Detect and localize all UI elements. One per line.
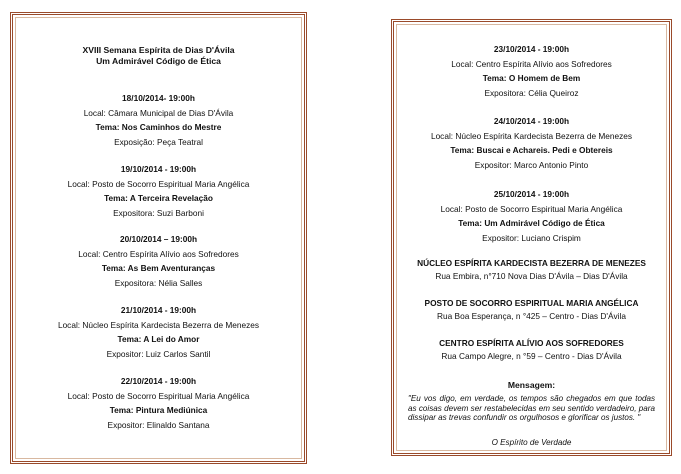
event-date: 25/10/2014 - 19:00h bbox=[493, 189, 570, 199]
event-tema: Tema: Um Admirável Código de Ética bbox=[458, 218, 605, 228]
event-tema: Tema: A Lei do Amor bbox=[117, 334, 200, 344]
event-tema: Tema: Nos Caminhos do Mestre bbox=[95, 122, 222, 132]
event-speaker: Expositora: Célia Queiroz bbox=[484, 87, 579, 98]
event-tema: Tema: A Terceira Revelação bbox=[104, 193, 213, 203]
event-date: 19/10/2014 - 19:00h bbox=[120, 164, 197, 174]
event-date: 21/10/2014 - 19:00h bbox=[120, 305, 197, 315]
event-local: Local: Posto de Socorro Espiritual Maria Angélica bbox=[67, 390, 250, 401]
event-tema: Tema: Buscai e Achareis. Pedi e Obtereis bbox=[450, 145, 613, 155]
event-tema: Tema: O Homem de Bem bbox=[482, 73, 581, 83]
event-speaker: Expositor: Luciano Crispim bbox=[482, 232, 581, 243]
event-speaker: Expositora: Suzi Barboni bbox=[113, 207, 204, 218]
event-block bbox=[13, 91, 304, 149]
event-block bbox=[13, 374, 304, 432]
event-tema: Tema: Pintura Mediúnica bbox=[109, 405, 208, 415]
event-local: Local: Câmara Municipal de Dias D'Ávila bbox=[83, 107, 234, 118]
institution-name: NÚCLEO ESPÍRITA KARDECISTA BEZERRA DE MENEZES bbox=[417, 258, 646, 268]
event-date: 22/10/2014 - 19:00h bbox=[120, 376, 197, 386]
event-title: XVIII Semana Espírita de Dias D'Ávila bbox=[82, 45, 235, 55]
left-panel bbox=[10, 12, 307, 464]
institution bbox=[394, 297, 669, 323]
institution-address: Rua Campo Alegre, n °59 – Centro - Dias D'Ávila bbox=[441, 351, 622, 361]
event-block bbox=[13, 303, 304, 361]
event-local: Local: Posto de Socorro Espiritual Maria Angélica bbox=[67, 178, 250, 189]
event-block bbox=[394, 42, 669, 100]
page-gap bbox=[307, 0, 391, 474]
institution bbox=[394, 257, 669, 283]
event-local: Local: Posto de Socorro Espiritual Maria Angélica bbox=[440, 203, 623, 214]
event-speaker: Expositora: Nélia Salles bbox=[114, 277, 203, 288]
institution-name: CENTRO ESPÍRITA ALÍVIO AOS SOFREDORES bbox=[439, 338, 624, 348]
event-subtitle: Um Admirável Código de Ética bbox=[96, 56, 221, 66]
institution-address: Rua Embira, n°710 Nova Dias D'Ávila – Dias D'Ávila bbox=[435, 271, 628, 281]
event-date: 18/10/2014- 19:00h bbox=[122, 93, 195, 103]
event-tema: Tema: As Bem Aventuranças bbox=[101, 263, 216, 273]
event-speaker: Expositor: Elinaldo Santana bbox=[107, 419, 210, 430]
event-local: Local: Centro Espírita Alívio aos Sofredores bbox=[78, 248, 239, 259]
institution bbox=[394, 337, 669, 363]
event-speaker: Expositor: Marco Antonio Pinto bbox=[474, 159, 589, 170]
event-block bbox=[13, 162, 304, 220]
event-block bbox=[13, 232, 304, 290]
message-title: Mensagem: bbox=[507, 380, 556, 390]
event-date: 20/10/2014 – 19:00h bbox=[119, 234, 198, 244]
institution-name: POSTO DE SOCORRO ESPIRITUAL MARIA ANGÉLICA bbox=[424, 298, 639, 308]
event-speaker: Exposição: Peça Teatral bbox=[114, 136, 203, 147]
event-block bbox=[394, 114, 669, 172]
event-speaker: Expositor: Luiz Carlos Santil bbox=[106, 348, 211, 359]
event-local: Local: Centro Espírita Alívio aos Sofredores bbox=[451, 58, 612, 69]
message-author: O Espírito de Verdade bbox=[491, 438, 572, 447]
message-text: "Eu vos digo, em verdade, os tempos são chegados em que todas as coisas devem ser restabelecidas em seu sentido verdadeiro, para dissipar as trevas confundir os orgulhosos e glorificar os justos. " bbox=[408, 394, 655, 423]
right-panel bbox=[391, 19, 672, 456]
event-block bbox=[394, 187, 669, 245]
event-local: Local: Núcleo Espírita Kardecista Bezerra de Menezes bbox=[430, 130, 633, 141]
event-local: Local: Núcleo Espírita Kardecista Bezerra de Menezes bbox=[57, 319, 260, 330]
institution-address: Rua Boa Esperança, n °425 – Centro - Dias D'Ávila bbox=[437, 311, 626, 321]
event-date: 23/10/2014 - 19:00h bbox=[493, 44, 570, 54]
event-date: 24/10/2014 - 19:00h bbox=[493, 116, 570, 126]
